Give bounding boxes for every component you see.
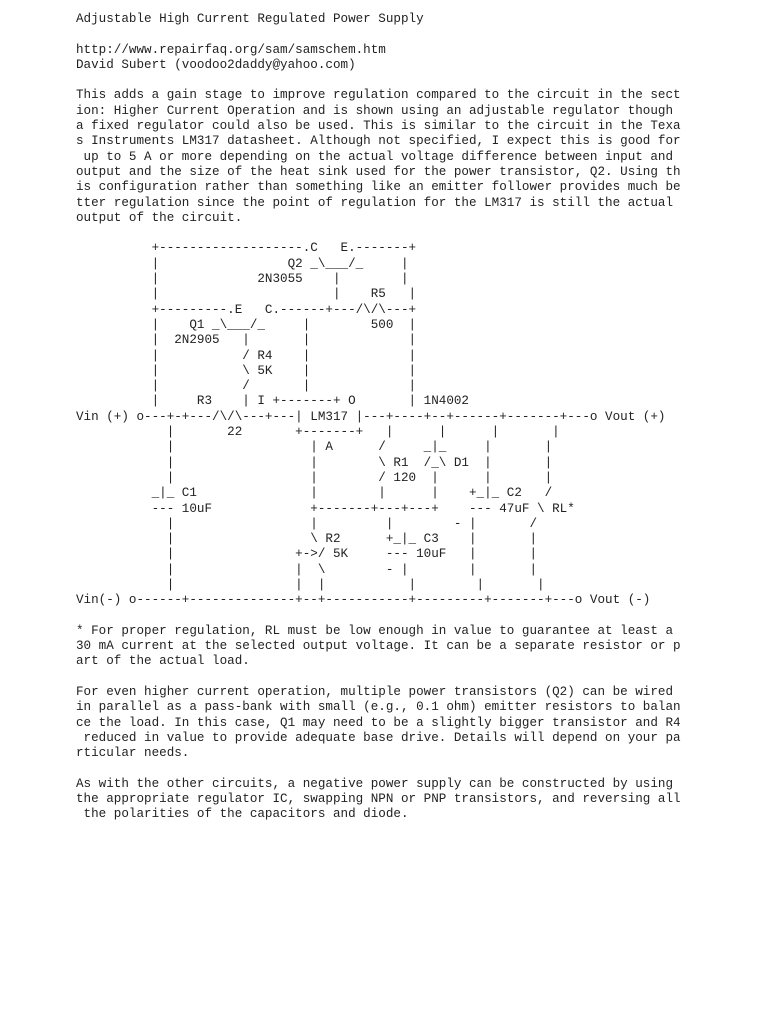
text-line: tter regulation since the point of regulation for the LM317 is still the actual	[76, 195, 674, 210]
rl-note-paragraph	[76, 624, 736, 670]
schematic-line: | | R5 |	[76, 287, 417, 302]
text-line: s Instruments LM317 datasheet. Although not specified, I expect this is good for	[76, 134, 681, 149]
schematic-line: | | \ R1 /_\ D1 | |	[76, 455, 553, 470]
document-title: Adjustable High Current Regulated Power Supply	[76, 12, 424, 26]
schematic-line: | / | |	[76, 379, 417, 394]
text-line: ion: Higher Current Operation and is shown using an adjustable regulator though	[76, 103, 674, 118]
author-line: David Subert (voodoo2daddy@yahoo.com)	[76, 57, 356, 72]
schematic-line: | / R4 | |	[76, 348, 417, 363]
schematic-line: Vin (+) o---+-+---/\/\---+---| LM317 |---+----+--+------+-------+---o Vout (+)	[76, 409, 666, 424]
schematic-line: +---------.E C.------+---/\/\---+	[76, 302, 417, 317]
text-line: in parallel as a pass-bank with small (e.g., 0.1 ohm) emitter resistors to balan	[76, 700, 681, 715]
document-page	[76, 12, 736, 823]
blank-line	[76, 73, 736, 88]
blank-line	[76, 670, 736, 685]
blank-line	[76, 226, 736, 241]
blank-line	[76, 609, 736, 624]
source-url-link[interactable]: http://www.repairfaq.org/sam/samschem.htm	[76, 42, 386, 57]
text-line: ce the load. In this case, Q1 may need to be a slightly bigger transistor and R4	[76, 715, 681, 730]
text-line: up to 5 A or more depending on the actual voltage difference between input and	[76, 149, 674, 164]
schematic-line: | 2N2905 | | |	[76, 333, 417, 348]
intro-paragraph	[76, 88, 736, 226]
blank-line	[76, 762, 736, 777]
schematic-line: | | | | | |	[76, 577, 545, 592]
higher-current-paragraph	[76, 685, 736, 761]
text-line: is configuration rather than something like an emitter follower provides much be	[76, 180, 681, 195]
text-line: the polarities of the capacitors and diode.	[76, 807, 409, 822]
schematic-line: | \ R2 +_|_ C3 | |	[76, 532, 538, 547]
negative-supply-paragraph	[76, 777, 736, 823]
schematic-line: | | | - | /	[76, 516, 538, 531]
text-line: * For proper regulation, RL must be low enough in value to guarantee at least a	[76, 623, 674, 638]
schematic-line: | | A / _|_ | |	[76, 440, 553, 455]
text-line: rticular needs.	[76, 746, 190, 761]
schematic-line: | Q2 _\___/_ |	[76, 256, 409, 271]
schematic-line: | 2N3055 | |	[76, 272, 409, 287]
text-line: the appropriate regulator IC, swapping NPN or PNP transistors, and reversing all	[76, 792, 681, 807]
schematic-line: --- 10uF +-------+---+---+ --- 47uF \ RL*	[76, 501, 575, 516]
ascii-schematic	[76, 241, 736, 608]
text-line: This adds a gain stage to improve regulation compared to the circuit in the sect	[76, 88, 681, 103]
text-line: art of the actual load.	[76, 654, 250, 669]
schematic-line: _|_ C1 | | | +_|_ C2 /	[76, 486, 553, 501]
schematic-line: Vin(-) o------+--------------+--+-----------+---------+-------+---o Vout (-)	[76, 593, 651, 608]
schematic-line: | \ 5K | |	[76, 363, 417, 378]
schematic-line: | | \ - | | |	[76, 562, 538, 577]
schematic-line: | Q1 _\___/_ | 500 |	[76, 317, 417, 332]
schematic-line: | | / 120 | | |	[76, 470, 553, 485]
text-line: a fixed regulator could also be used. This is similar to the circuit in the Texa	[76, 119, 681, 134]
text-line: 30 mA current at the selected output voltage. It can be a separate resistor or p	[76, 639, 681, 654]
schematic-line: | +->/ 5K --- 10uF | |	[76, 547, 538, 562]
schematic-line: | 22 +-------+ | | | |	[76, 425, 560, 440]
text-line: output and the size of the heat sink used for the power transistor, Q2. Using th	[76, 164, 681, 179]
text-line: For even higher current operation, multiple power transistors (Q2) can be wired	[76, 685, 674, 700]
schematic-line: +-------------------.C E.-------+	[76, 241, 417, 256]
text-line: As with the other circuits, a negative power supply can be constructed by using	[76, 776, 674, 791]
blank-line	[76, 27, 736, 42]
text-line: reduced in value to provide adequate base drive. Details will depend on your pa	[76, 730, 681, 745]
schematic-line: | R3 | I +-------+ O | 1N4002	[76, 394, 469, 409]
text-line: output of the circuit.	[76, 210, 243, 225]
